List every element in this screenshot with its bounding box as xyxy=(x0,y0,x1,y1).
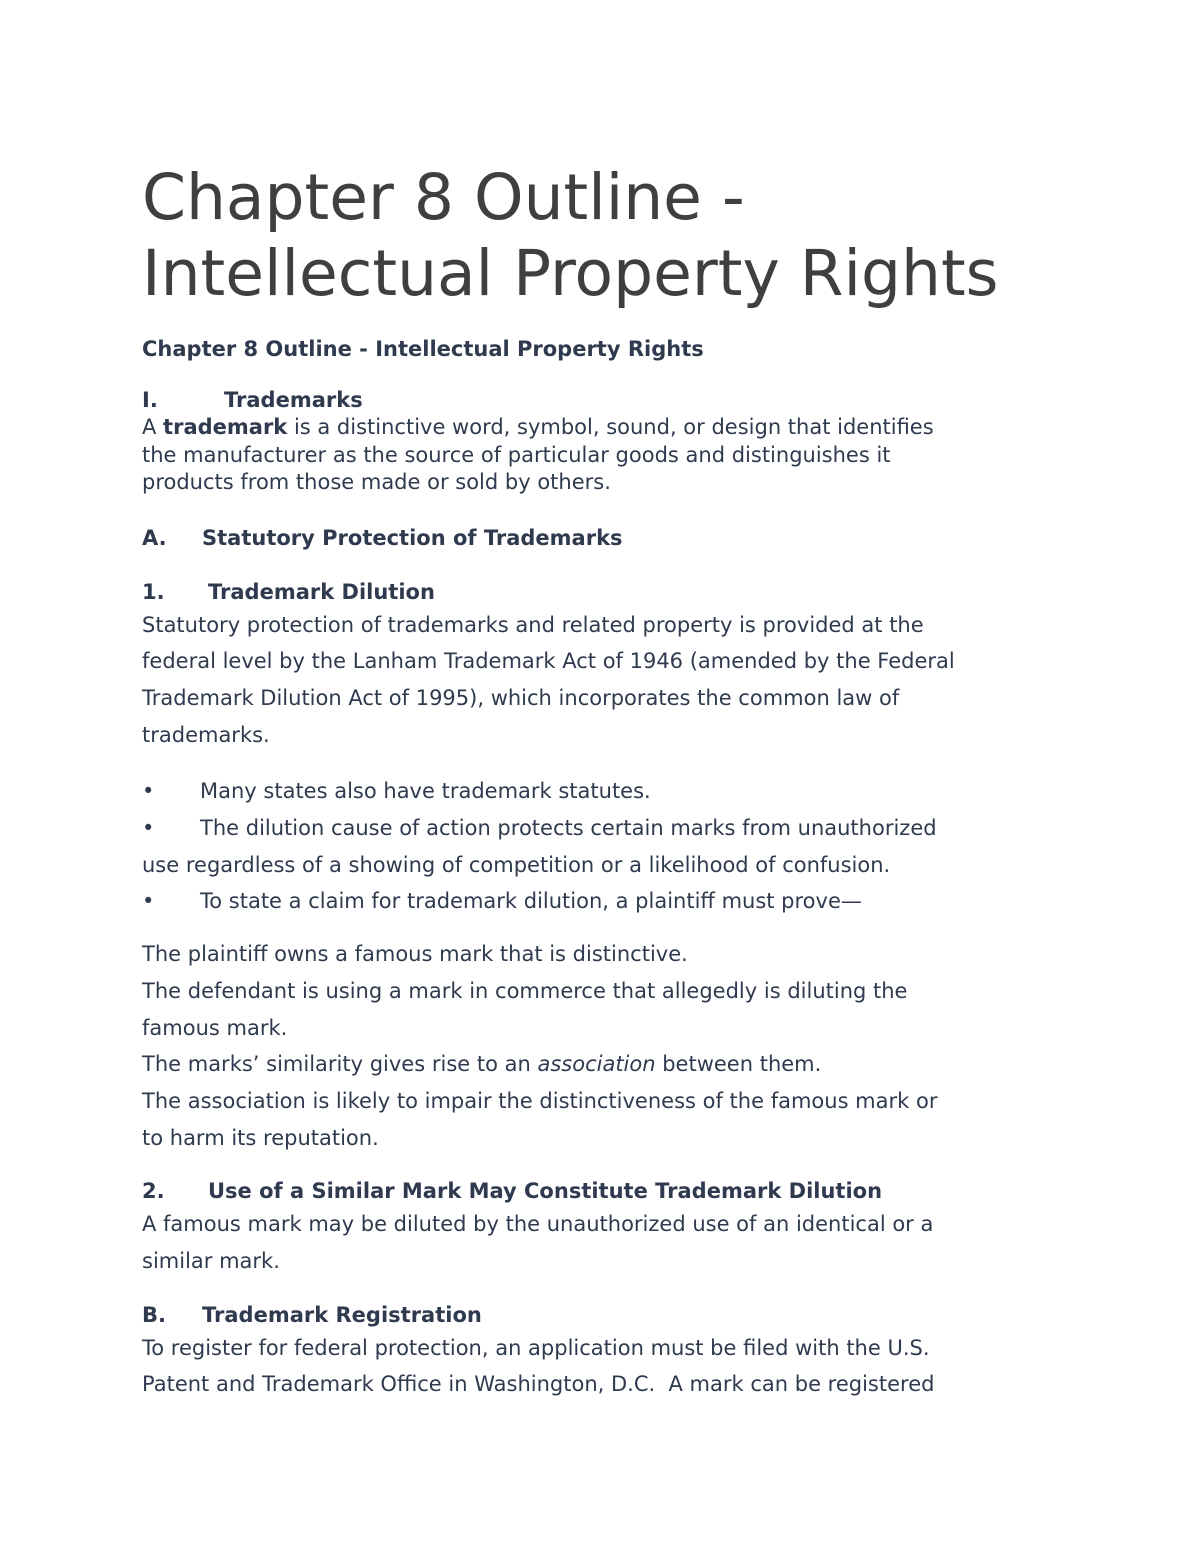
element-line xyxy=(142,1046,1072,1083)
paragraph-line: Statutory protection of trademarks and related property is provided at the xyxy=(142,612,924,637)
document-title: Chapter 8 Outline - Intellectual Property Rights xyxy=(142,161,999,310)
paragraph-line: A famous mark may be diluted by the unauthorized use of an identical or a xyxy=(142,1212,934,1237)
bullet-icon: • xyxy=(142,889,155,914)
section-i-title: Trademarks xyxy=(224,388,363,412)
paragraph-line: Trademark Dilution Act of 1995), which incorporates the common law of xyxy=(142,685,900,710)
section-i-heading xyxy=(142,386,1072,414)
bullet-continuation: use regardless of a showing of competition or a likelihood of confusion. xyxy=(142,852,891,877)
paragraph-line: To register for federal protection, an application must be filed with the U.S. xyxy=(142,1335,930,1360)
section-b-title: Trademark Registration xyxy=(202,1302,482,1327)
section-a-number: A. xyxy=(142,525,167,550)
bullet-item xyxy=(142,810,1072,847)
section-1-heading xyxy=(142,577,1072,607)
bullet-text: The dilution cause of action protects certain marks from unauthorized xyxy=(200,816,937,841)
section-i-number: I. xyxy=(142,388,158,412)
section-2-title: Use of a Similar Mark May Constitute Trademark Dilution xyxy=(208,1179,883,1204)
bullet-icon: • xyxy=(142,816,155,841)
element-line: famous mark. xyxy=(142,1015,288,1040)
section-1-title: Trademark Dilution xyxy=(208,579,435,604)
element-line: The association is likely to impair the distinctiveness of the famous mark or xyxy=(142,1088,938,1113)
document-subtitle: Chapter 8 Outline - Intellectual Property Rights xyxy=(142,337,704,361)
element-text: The marks’ similarity gives rise to an xyxy=(142,1052,538,1077)
section-b-heading xyxy=(142,1300,1072,1330)
paragraph-line: federal level by the Lanham Trademark Act of 1946 (amended by the Federal xyxy=(142,649,955,674)
element-line: The plaintiff owns a famous mark that is distinctive. xyxy=(142,942,688,967)
section-2-number: 2. xyxy=(142,1179,165,1204)
element-line: to harm its reputation. xyxy=(142,1125,379,1150)
section-a-title: Statutory Protection of Trademarks xyxy=(202,525,623,550)
element-line: The defendant is using a mark in commerce that allegedly is diluting the xyxy=(142,978,908,1003)
definition-term: trademark xyxy=(163,415,288,439)
definition-rest: is a distinctive word, symbol, sound, or design that identifies xyxy=(287,415,934,439)
bullet-item xyxy=(142,773,1072,810)
definition-prefix: A xyxy=(142,415,164,439)
document-body xyxy=(142,160,1072,1403)
paragraph-line: trademarks. xyxy=(142,722,270,747)
bullet-icon: • xyxy=(142,779,155,804)
trademark-definition-line xyxy=(142,414,1072,442)
section-1-number: 1. xyxy=(142,579,165,604)
element-text: between them. xyxy=(655,1052,822,1077)
trademark-definition-line: products from those made or sold by others. xyxy=(142,470,611,494)
section-a-heading xyxy=(142,523,1072,553)
section-b-number: B. xyxy=(142,1302,166,1327)
trademark-definition-line: the manufacturer as the source of particular goods and distinguishes it xyxy=(142,442,891,467)
bullet-text: To state a claim for trademark dilution, a plaintiff must prove— xyxy=(200,889,862,914)
section-2-heading xyxy=(142,1176,1072,1206)
paragraph-line: similar mark. xyxy=(142,1249,280,1274)
association-emphasis: association xyxy=(537,1052,656,1077)
bullet-item xyxy=(142,883,1072,920)
bullet-text: Many states also have trademark statutes. xyxy=(200,779,651,804)
paragraph-line: Patent and Trademark Office in Washington, D.C. A mark can be registered xyxy=(142,1372,935,1397)
